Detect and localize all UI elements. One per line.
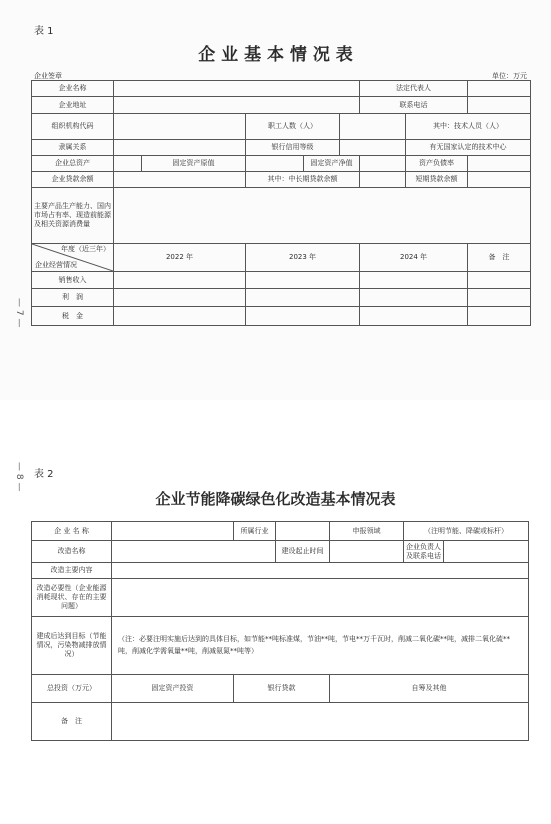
page-number-8: — 8 — [14, 462, 24, 492]
cell-label: 自筹及其他 [330, 675, 529, 703]
cell-value[interactable] [114, 172, 246, 188]
target-note: （注：必要注明实施后达到的具体目标，如节能**吨标准煤，节油**吨，节电**万千瓦时，削减二氧化碳**吨，减排二氧化硫**吨，削减化学需氧量**吨，削减氨氮**吨等） [112, 617, 529, 675]
cell-label: 企业总资产 [32, 156, 114, 172]
cell-label: 联系电话 [360, 97, 468, 114]
table-1-title: 企 业 基 本 情 况 表 [198, 45, 353, 65]
row-main-products [32, 188, 531, 244]
cell-label: 企业地址 [32, 97, 114, 114]
row-total-assets [32, 156, 531, 172]
cell-label: 主要产品生产能力、国内市场占有率、现造前能源及相关资源消费量 [32, 188, 114, 244]
cell-value[interactable] [468, 272, 531, 289]
cell-label: 组织机构代码 [32, 114, 114, 140]
cell-label: 企业负责人及联系电话 [404, 541, 444, 563]
cell-label: 职工人数（人） [246, 114, 340, 140]
cell-value[interactable] [114, 289, 246, 307]
diagonal-header-cell [32, 244, 114, 272]
company-seal-label: 企业签章 [34, 72, 62, 80]
page-2 [0, 400, 551, 824]
cell-value[interactable] [360, 156, 406, 172]
cell-value[interactable] [360, 172, 406, 188]
cell-label: 法定代表人 [360, 81, 468, 97]
cell-value[interactable] [114, 114, 246, 140]
row-affiliation [32, 140, 531, 156]
cell-label: 其中：中长期贷款余额 [246, 172, 360, 188]
cell-label: 固定资产原值 [142, 156, 246, 172]
row-org-code [32, 114, 531, 140]
row-retrofit-name [32, 541, 529, 563]
cell-value[interactable] [112, 703, 529, 741]
cell-label: 利 润 [32, 289, 114, 307]
cell-value[interactable] [114, 81, 360, 97]
cell-value[interactable] [246, 156, 304, 172]
year-2022-header: 2022 年 [114, 244, 246, 272]
row-sales-revenue [32, 272, 531, 289]
cell-label: 改造必要性（企业能源消耗现状、存在的主要问题） [32, 579, 112, 617]
cell-value[interactable] [114, 188, 531, 244]
cell-value[interactable] [340, 140, 406, 156]
cell-value[interactable] [360, 272, 468, 289]
cell-value[interactable] [114, 272, 246, 289]
cell-label: 其中：技术人员（人） [406, 114, 531, 140]
cell-label: 备 注 [32, 703, 112, 741]
cell-value[interactable] [246, 289, 360, 307]
year-2024-header: 2024 年 [360, 244, 468, 272]
row-target [32, 617, 529, 675]
table-1-label: 表 1 [34, 26, 54, 37]
cell-value[interactable] [468, 156, 531, 172]
page-number-7: — 7 — [14, 298, 24, 328]
enterprise-basic-table [31, 80, 531, 326]
row-necessity [32, 579, 529, 617]
cell-label: 银行贷款 [234, 675, 330, 703]
row-profit [32, 289, 531, 307]
cell-value[interactable] [112, 541, 276, 563]
cell-label: 销售收入 [32, 272, 114, 289]
cell-label: 税 金 [32, 307, 114, 326]
remarks-header: 备 注 [468, 244, 531, 272]
cell-label: 隶属关系 [32, 140, 114, 156]
row-enterprise-name [32, 81, 531, 97]
year-2023-header: 2023 年 [246, 244, 360, 272]
cell-label: 申报领域 [330, 522, 404, 541]
cell-label: 固定资产投资 [112, 675, 234, 703]
row-main-content [32, 563, 529, 579]
cell-value[interactable] [468, 81, 531, 97]
cell-value[interactable] [114, 156, 142, 172]
cell-value[interactable] [246, 272, 360, 289]
row-enterprise-name [32, 522, 529, 541]
cell-value[interactable] [360, 307, 468, 326]
row-total-investment [32, 675, 529, 703]
unit-label: 单位：万元 [492, 72, 527, 80]
retrofit-basic-table [31, 521, 529, 741]
cell-label: 企 业 名 称 [32, 522, 112, 541]
cell-label: 建成后达到目标（节能情况，污染物减排放情况） [32, 617, 112, 675]
cell-value[interactable] [112, 563, 529, 579]
cell-value[interactable] [112, 579, 529, 617]
row-years-header [32, 244, 531, 272]
cell-value[interactable] [468, 307, 531, 326]
cell-value[interactable] [114, 97, 360, 114]
cell-label: 有无国家认定的技术中心 [406, 140, 531, 156]
cell-value[interactable] [276, 522, 330, 541]
row-remarks [32, 703, 529, 741]
cell-value[interactable] [112, 522, 234, 541]
cell-value[interactable] [340, 114, 406, 140]
cell-value[interactable] [246, 307, 360, 326]
cell-label: 资产负债率 [406, 156, 468, 172]
cell-label: 改造名称 [32, 541, 112, 563]
cell-value[interactable] [444, 541, 529, 563]
cell-note: （注明节能、降碳或标杆） [404, 522, 529, 541]
cell-label: 总投资（万元） [32, 675, 112, 703]
cell-value[interactable] [468, 172, 531, 188]
cell-label: 所属行业 [234, 522, 276, 541]
cell-label: 短期贷款余额 [406, 172, 468, 188]
cell-label: 建设起止时间 [276, 541, 330, 563]
diag-top-label: 年度（近三年） [61, 245, 110, 253]
cell-value[interactable] [330, 541, 404, 563]
diag-bottom-label: 企业经营情况 [35, 261, 77, 270]
row-tax [32, 307, 531, 326]
page-1 [0, 0, 551, 400]
cell-label: 银行信用等级 [246, 140, 340, 156]
table-2-title: 企业节能降碳绿色化改造基本情况表 [155, 490, 396, 508]
cell-label: 企业贷款余额 [32, 172, 114, 188]
row-enterprise-address [32, 97, 531, 114]
table-2-label: 表 2 [34, 469, 54, 480]
cell-label: 改造主要内容 [32, 563, 112, 579]
cell-value[interactable] [360, 289, 468, 307]
row-loan-balance [32, 172, 531, 188]
cell-value[interactable] [468, 97, 531, 114]
cell-label: 固定资产净值 [304, 156, 360, 172]
cell-value[interactable] [114, 307, 246, 326]
cell-label: 企业名称 [32, 81, 114, 97]
cell-value[interactable] [468, 289, 531, 307]
cell-value[interactable] [114, 140, 246, 156]
